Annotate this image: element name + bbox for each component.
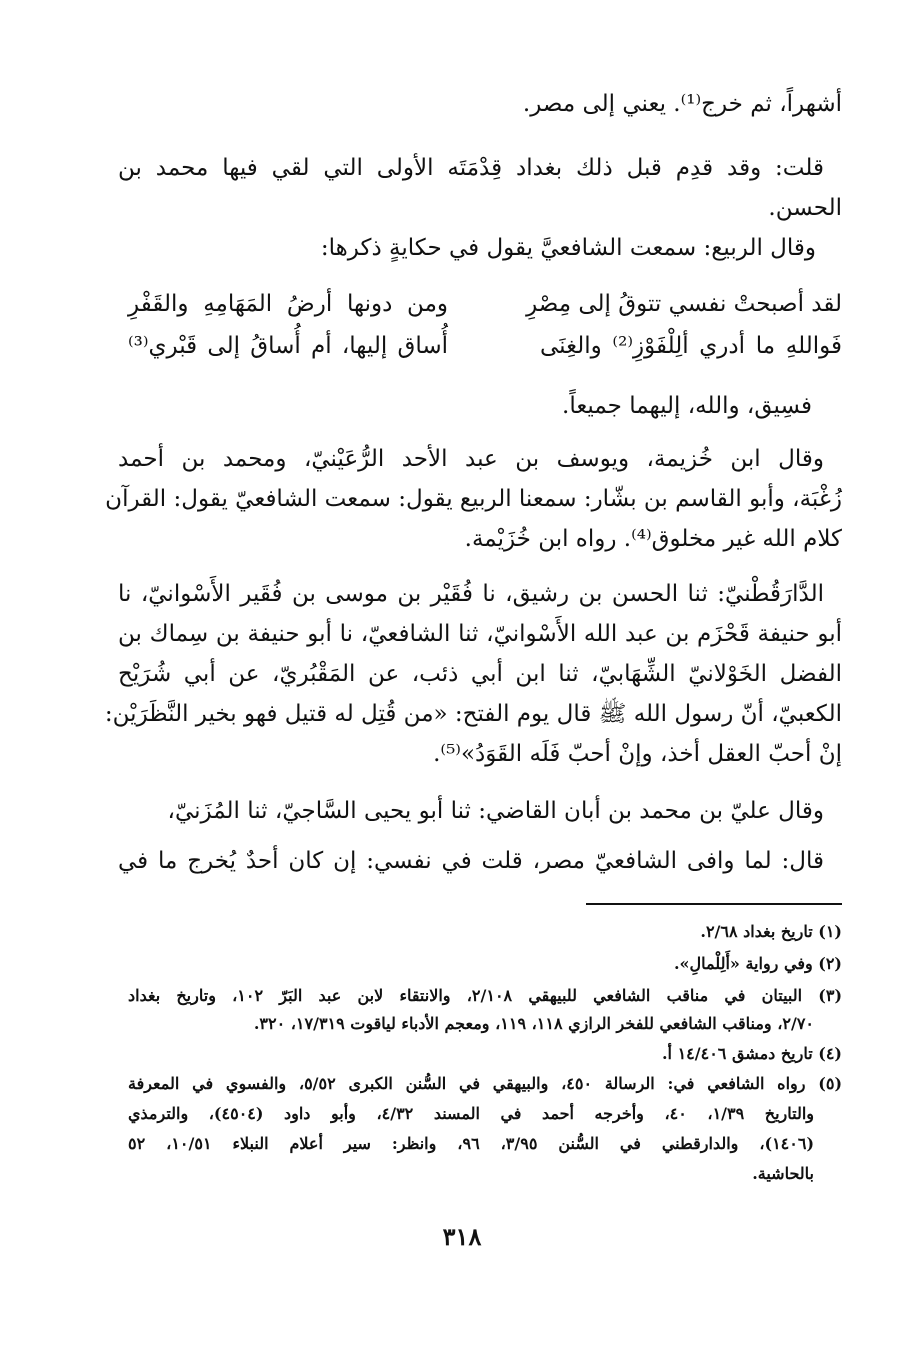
body-line: وقال عليّ بن محمد بن أبان القاضي: ثنا أبو يحيى السَّاجيّ، ثنا المُزَنيّ، — [167, 798, 824, 824]
footnote-line: بالحاشية. — [752, 1164, 814, 1183]
body-line: وقال ابن خُزيمة، ويوسف بن عبد الأحد الرُّعَيْنيّ، ومحمد بن أحمد — [118, 446, 824, 472]
body-line: الكعبيّ، أنّ رسول الله ﷺ قال يوم الفتح: «من قُتِل له قتيل فهو بخير النَّظَرَيْن: — [104, 701, 842, 727]
body-line: زُغْبَة، وأبو القاسم بن بشّار: سمعنا الربيع يقول: سمعت الشافعيّ يقول: القرآن — [105, 486, 842, 512]
verse-hemistich-2b: أُساق إليها، أم أُساقُ إلى قَبْري⁽³⁾ — [128, 333, 448, 359]
body-line: الحسن. — [768, 195, 842, 221]
footnote-line: والتاريخ ١/٣٩، ٤٠، وأخرجه أحمد في المسند ٤/٣٢، وأبو داود (٤٥٠٤)، والترمذي — [128, 1104, 815, 1123]
verse-hemistich-1b: ومن دونها أرضُ المَهَامِهِ والقَفْرِ — [128, 291, 448, 317]
body-line: قال: لما وافى الشافعيّ مصر، قلت في نفسي: إن كان أحدٌ يُخرج ما في — [118, 848, 824, 874]
body-line: أشهراً، ثم خرج⁽¹⁾. يعني إلى مصر. — [522, 91, 842, 117]
verse-hemistich-2a: فَواللهِ ما أدري ألِلْفَوْزِ⁽²⁾ والغِنَى — [540, 333, 843, 359]
footnote-separator — [586, 903, 842, 905]
footnote-line: (٥) رواه الشافعي في: الرسالة ٤٥٠، والبيهقي في السُّنن الكبرى ٥/٥٢، والفسوي في المعرفة — [128, 1074, 843, 1093]
body-line: فسِيق، والله، إليهما جميعاً. — [562, 393, 812, 419]
body-line: كلام الله غير مخلوق⁽⁴⁾. رواه ابن خُزَيْمة. — [464, 526, 842, 552]
body-line: الدَّارَقُطْنيّ: ثنا الحسن بن رشيق، نا فُقَيْر بن موسى بن فُقَير الأَسْوانيّ، نا — [118, 581, 824, 607]
page-number: ٣١٨ — [442, 1222, 482, 1251]
footnote-line: (١) تاريخ بغداد ٢/٦٨. — [700, 922, 842, 941]
body-line: الفضل الخَوْلانيّ الشِّهَابيّ، ثنا ابن أبي ذئب، عن المَقْبُريّ، عن أبي شُرَيْح — [118, 661, 842, 687]
footnote-line: (٢) وفي رواية «أَلِلْمالِ». — [673, 954, 842, 973]
footnote-line: (٤) تاريخ دمشق ١٤/٤٠٦ أ. — [661, 1044, 842, 1063]
verse-hemistich-1a: لقد أصبحتْ نفسي تتوقُ إلى مِصْرِ — [526, 291, 842, 317]
body-line: إنْ أحبّ العقل أخذ، وإنْ أحبّ فَلَه القَوَدُ»⁽⁵⁾. — [433, 741, 842, 767]
body-line: أبو حنيفة قَحْزَم بن عبد الله الأَسْوانيّ، ثنا الشافعيّ، نا أبو حنيفة بن سِماك بن — [118, 621, 842, 647]
footnote-line: (١٤٠٦)، والدارقطني في السُّنن ٣/٩٥، ٩٦، وانظر: سير أعلام النبلاء ١٠/٥١، ٥٢ — [128, 1134, 815, 1153]
body-line: قلت: وقد قدِم قبل ذلك بغداد قِدْمَتَه الأولى التي لقي فيها محمد بن — [118, 155, 824, 181]
footnote-line: ٢/٧٠، ومناقب الشافعي للفخر الرازي ١١٨، ١١٩، ومعجم الأدباء لياقوت ١٧/٣١٩، ٣٢٠. — [253, 1014, 814, 1033]
footnote-line: (٣) البيتان في مناقب الشافعي للبيهقي ٢/١٠٨، والانتقاء لابن عبد البَرّ ١٠٢، وتاريخ بغداد — [128, 986, 843, 1005]
body-line: وقال الربيع: سمعت الشافعيَّ يقول في حكايةٍ ذكرها: — [320, 235, 816, 261]
